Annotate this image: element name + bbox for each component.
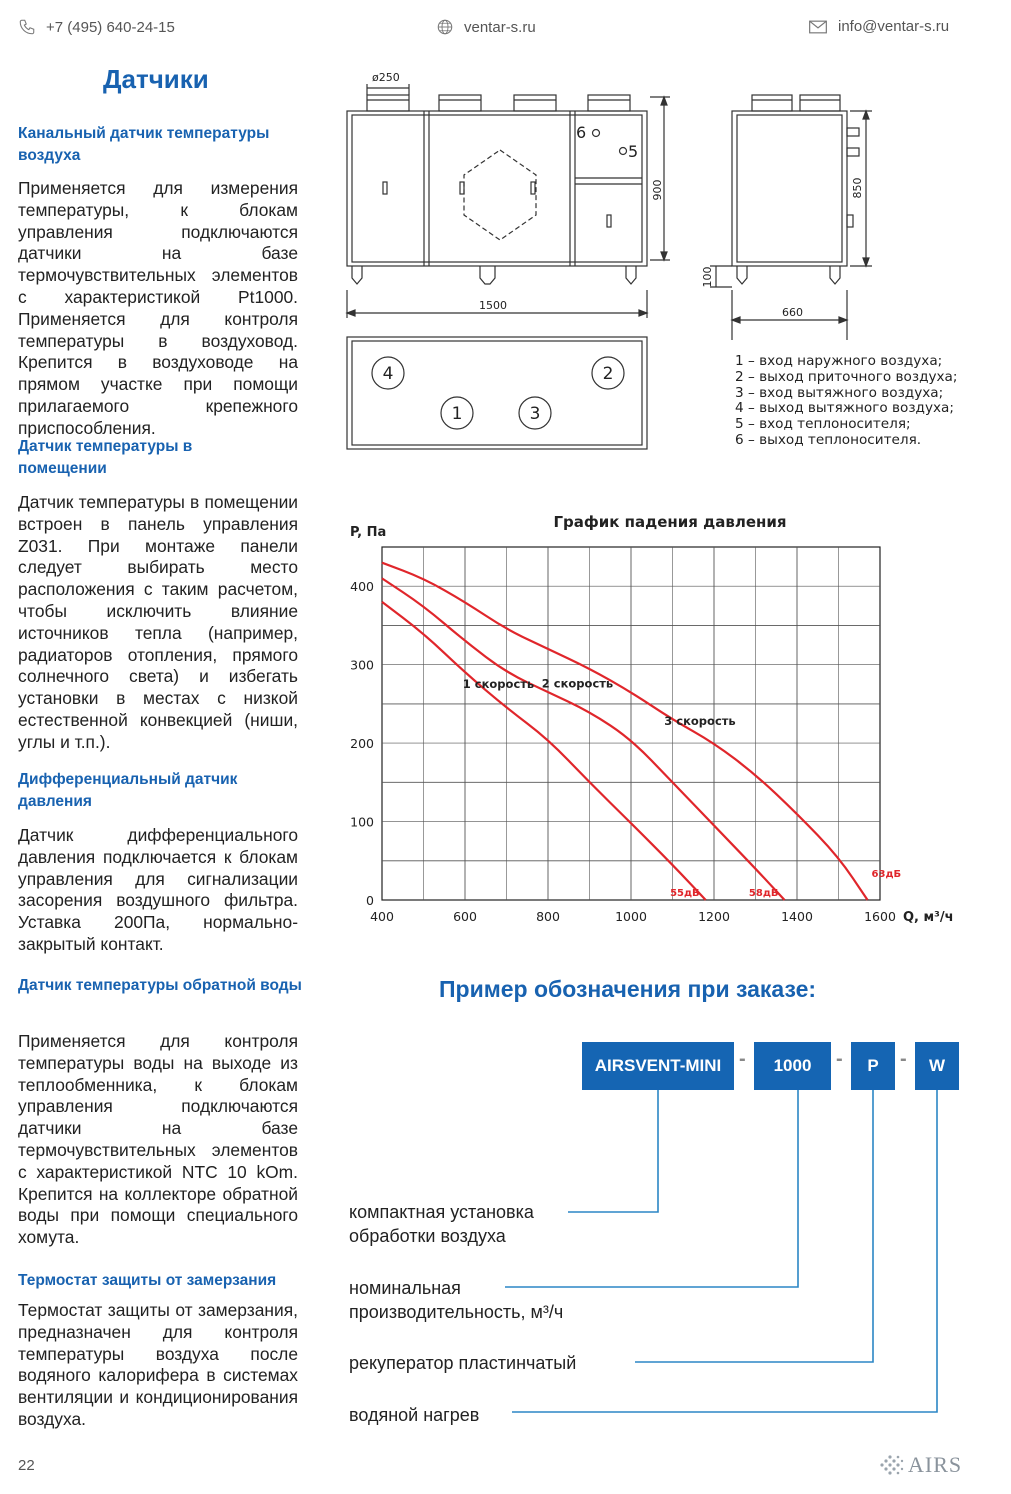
port-4: 4 (382, 364, 394, 384)
side-view-labels (701, 178, 864, 320)
legend-item: 4 – выход вытяжного воздуха; (735, 400, 954, 417)
code-box-recuperator: P (851, 1042, 895, 1090)
globe-icon (436, 18, 454, 36)
legend-item: 5 – вход теплоносителя; (735, 416, 911, 433)
section-heading-room-sensor: Датчик температуры в помещении (18, 438, 193, 477)
dim-diameter: ø250 (372, 71, 400, 84)
section-heading-return-water-sensor: Датчик температуры обратной воды (18, 977, 302, 994)
side-view (710, 95, 872, 340)
chart-title: График падения давления (553, 513, 787, 531)
pressure-drop-chart (340, 505, 980, 935)
code-label-recuperator: рекуператор пластинчатый (349, 1353, 577, 1373)
section-text-duct-sensor: Применяется для измерения температуры, к блокам управления подключаются датчики на базе термочувствительных элементов с характеристикой Pt1000. Применяется для контроля температуры в воздуховод. Крепится в воздуховоде на прямом участке при помощи прилагаемого крепежного приспособления. (18, 178, 298, 438)
top-view (347, 337, 647, 449)
section-text-room-sensor: Датчик температуры в помещении встроен в панель управления Z031. При монтаже панели следует выбирать место расположения с таким расчетом, чтобы исключить влияние источников тепла (например, радиаторов отопления, прямого солнечного света) и избегать установки в местах с низкой естественной конвекцией (ниши, углы и т.п.). (18, 492, 298, 752)
page-title: Датчики (103, 64, 209, 94)
port-1: 1 (451, 404, 463, 424)
section-text-return-water-sensor: Применяется для контроля температуры воды на выходе из теплообменника, к блокам управления подключаются датчики на базе термочувствительных элементов с характеристикой NTC 10 kOm. Крепится на коллекторе обратной воды при помощи специального хомута. (18, 1031, 298, 1248)
series-noise-label: 55дБ (670, 888, 700, 899)
dim-side-height: 850 (851, 177, 864, 199)
y-tick-label: 0 (366, 893, 374, 908)
header-email[interactable] (808, 18, 949, 35)
header-site[interactable] (436, 18, 536, 36)
series-line (382, 578, 785, 900)
dim-depth: 660 (782, 306, 803, 319)
drawing-legend (735, 354, 957, 449)
legend-item: 6 – выход теплоносителя. (735, 431, 922, 448)
legend-item: 1 – вход наружного воздуха; (735, 353, 943, 369)
x-tick-label: 1200 (698, 909, 730, 924)
section-heading-pressure-sensor: Дифференциальный датчик давления (18, 771, 238, 810)
legend-item: 2 – выход приточного воздуха; (735, 368, 958, 385)
x-tick-label: 1600 (864, 909, 896, 924)
email-address: info@ventar-s.ru (838, 18, 950, 35)
x-tick-label: 800 (536, 909, 560, 924)
code-separator: - (900, 1048, 907, 1070)
front-view (347, 84, 670, 318)
series-noise-label: 63дБ (871, 869, 902, 880)
chart-grid (382, 547, 880, 900)
port-2: 2 (602, 364, 614, 384)
series-name-label: 3 скорость (664, 714, 736, 729)
series-name-label: 1 скорость (462, 676, 535, 691)
chart-series (382, 563, 868, 900)
code-separator: - (836, 1048, 843, 1070)
code-box-capacity: 1000 (754, 1042, 831, 1090)
x-tick-label: 600 (453, 909, 477, 924)
section-heading-duct-sensor: Канальный датчик температуры воздуха (18, 125, 270, 164)
port-3: 3 (529, 404, 541, 424)
dim-feet: 100 (701, 266, 714, 288)
y-tick-label: 300 (350, 657, 374, 673)
chart-y-axis-label: P, Па (350, 525, 387, 540)
code-label-model: компактная установка обработки воздуха (349, 1202, 534, 1246)
chart-x-axis-label: Q, м³/ч (903, 910, 954, 925)
x-tick-label: 1400 (781, 909, 813, 924)
code-box-heater: W (915, 1042, 959, 1090)
logo-dots-icon (878, 1454, 904, 1476)
series-line (382, 563, 868, 900)
section-heading-frost-thermostat: Термостат защиты от замерзания (18, 1272, 277, 1289)
code-label-capacity: номинальная производительность, м³/ч (349, 1278, 564, 1322)
series-noise-label: 58дБ (748, 888, 779, 899)
section-text-frost-thermostat: Термостат защиты от замерзания, предназначен для контроля температуры воздуха после водяного калорифера в системах вентиляции и кондиционирования воздуха. (18, 1300, 298, 1429)
y-tick-label: 400 (350, 579, 374, 595)
section-text-pressure-sensor: Датчик дифференциального давления подключается к блокам управления для сигнализации засорения воздушного фильтра. Уставка 200Па, нормально-закрытый контакт. (18, 825, 298, 954)
mark-6: 6 (576, 123, 587, 142)
mail-icon (808, 19, 828, 35)
order-title: Пример обозначения при заказе: (439, 976, 817, 1002)
code-label-heater: водяной нагрев (349, 1405, 480, 1425)
legend-item: 3 – вход вытяжного воздуха; (735, 384, 944, 401)
chart-tick-labels (350, 579, 896, 924)
dim-height: 900 (651, 179, 664, 201)
mark-5: 5 (628, 142, 639, 161)
header-phone[interactable] (18, 18, 175, 36)
front-view-labels (372, 71, 664, 312)
page-number: 22 (18, 1457, 35, 1474)
x-tick-label: 400 (370, 909, 394, 924)
y-tick-label: 100 (350, 814, 374, 830)
dim-length: 1500 (479, 299, 507, 312)
series-name-label: 2 скорость (541, 676, 614, 691)
x-tick-label: 1000 (615, 909, 647, 924)
code-box-model: AIRSVENT-MINI (582, 1042, 734, 1090)
site-url: ventar-s.ru (464, 18, 536, 36)
top-view-labels (383, 364, 614, 424)
chart-series-labels (463, 677, 901, 899)
code-separator: - (739, 1048, 746, 1070)
airs-logo (878, 1452, 962, 1478)
logo-text: AIRS (908, 1452, 963, 1477)
y-tick-label: 200 (350, 736, 374, 752)
phone-icon (18, 18, 36, 36)
phone-number: +7 (495) 640-24-15 (46, 18, 175, 36)
